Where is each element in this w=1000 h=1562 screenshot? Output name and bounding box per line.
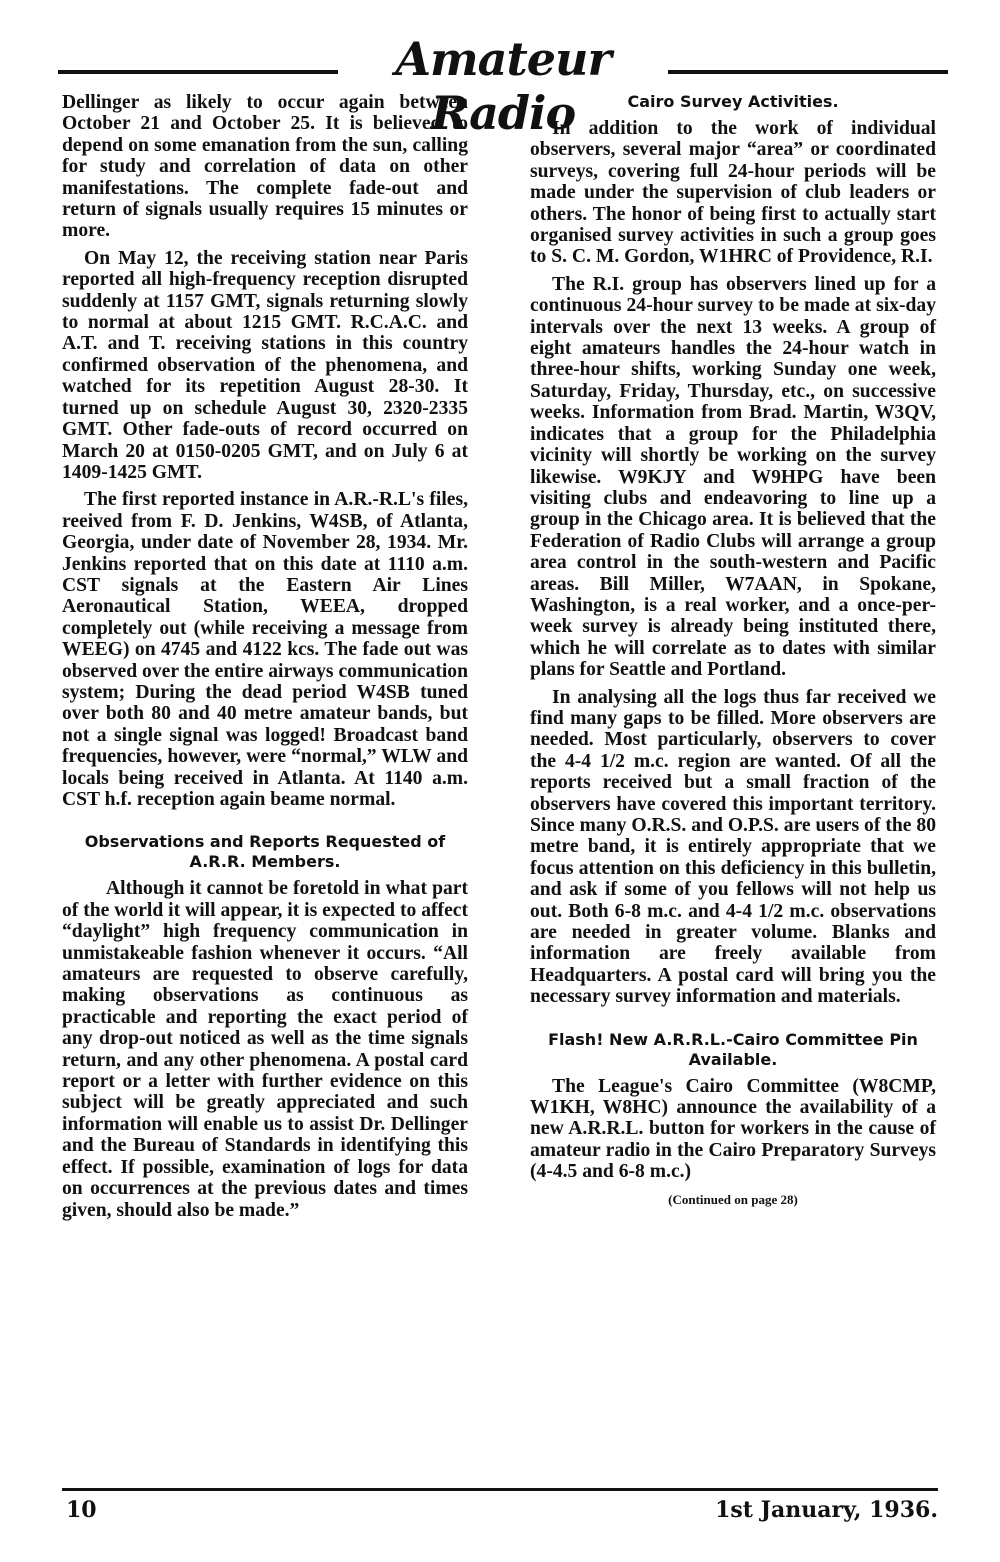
cairo-survey-heading: Cairo Survey Activities. <box>627 92 839 111</box>
right-paragraph-1: In addition to the work of individual observers, several major “area” or coordinated surveys, covering full 24-hour periods will be made under the supervision of club leaders or others. The honor of being first to actually start organised survey activities in such a group goes to S. C. M. Gordon, W1HRC of Providence, R.I. <box>530 118 936 268</box>
masthead-rule-left <box>58 70 338 74</box>
right-column <box>530 92 936 1210</box>
right-paragraph-4: The League's Cairo Committee (W8CMP, W1KH, W8HC) announce the availability of a new A.R.R.L. button for workers in the cause of amateur radio in the Cairo Preparatory Surveys (4-4.5 and 6-8 m.c.) <box>530 1075 936 1183</box>
left-paragraph-4: Although it cannot be foretold in what part of the world it will appear, it is expected to affect “daylight” high frequency communication in unmistakeable fashion whenever it occurs. “All amateurs are requested to observe carefully, making observations as continuous as practicable and reporting the exact period of any drop-out noticed as well as the time signals return, and any other phenomena. A postal card report or a letter with further evidence on this subject will be greatly appreciated and such information will enable us to assist Dr. Dellinger and the Bureau of Standards in identifying this effect. If possible, examination of logs for data on occurrences at the previous dates and times given, should also be made.” <box>62 878 468 1221</box>
masthead-rule-right <box>668 70 948 74</box>
masthead-title: Amateur Radio <box>395 32 611 140</box>
left-column <box>62 92 468 1227</box>
footer-rule <box>62 1488 938 1491</box>
observations-heading: Observations and Reports Requested of A.R.R. Members. <box>84 832 446 872</box>
flash-heading: Flash! New A.R.R.L.-Cairo Committee Pin Available. <box>548 1029 918 1069</box>
left-paragraph-3: The first reported instance in A.R.-R.L's files, reeived from F. D. Jenkins, W4SB, of Atlanta, Georgia, under date of November 28, 1934. Mr. Jenkins reported that on this date at 1110 a.m. CST signals at the Eastern Air Lines Aeronautical Station, WEEA, dropped completely out (while receiving a message from WEEG) on 4745 and 4122 kcs. The fade out was observed over the entire airways communication system; During the dead period W4SB tuned over both 80 and 40 metre amateur bands, but not a single signal was logged! Broadcast band frequencies, however, were “normal,” WLW and locals being received in Atlanta. At 1140 a.m. CST h.f. reception again beame normal. <box>62 489 468 810</box>
continued-note: (Continued on page 28) <box>668 1191 798 1207</box>
page-number: 10 <box>66 1497 97 1523</box>
issue-date: 1st January, 1936. <box>715 1497 938 1523</box>
left-paragraph-2: On May 12, the receiving station near Paris reported all high-frequency reception disrupted suddenly at 1157 GMT, signals returning slowly to normal at about 1215 GMT. R.C.A.C. and A.T. and T. receiving stations in this country confirmed observation of the phenomena, and watched for its repetition August 28-30. It turned up on schedule August 30, 2320-2335 GMT. Other fade-outs of record occurred on March 20 at 0150-0205 GMT, and on July 6 at 1409-1425 GMT. <box>62 247 468 483</box>
right-paragraph-3: In analysing all the logs thus far received we find many gaps to be filled. More observers are needed. Most particularly, observers to cover the 4-4 1/2 m.c. region are wanted. Of all the reports received but a small fraction of the observers have covered this important territory. Since many O.R.S. and O.P.S. are users of the 80 metre band, it is entirely appropriate that we focus attention on this deficiency in this bulletin, and ask if some of you fellows will not help us out. Both 6-8 m.c. and 4-4 1/2 m.c. observations are needed in greater volume. Blanks and information are freely available from Headquarters. A postal card will bring you the necessary survey information and materials. <box>530 686 936 1008</box>
right-paragraph-2: The R.I. group has observers lined up for a continuous 24-hour survey to be made at six-day intervals over the next 13 weeks. A group of eight amateurs handles the 24-hour watch in three-hour shifts, working Sunday one week, Saturday, Friday, Thursday, etc., on successive weeks. Information from Brad. Martin, W3QV, indicates that a group for the Philadelphia vicinity will shortly be working on the survey likewise. W9KJY and W9HPG have been visiting clubs and endeavoring to line up a group in the Chicago area. It is believed that the Federation of Radio Clubs will arrange a group area control in the south-western and Pacific areas. Bill Miller, W7AAN, in Spokane, Washington, is a real worker, and a once-per-week survey is already being instituted there, which he will correlate as to dates with similar plans for Seattle and Portland. <box>530 273 936 681</box>
left-paragraph-1: Dellinger as likely to occur again between October 21 and October 25. It is believed to depend on some emanation from the sun, calling for study and correlation of data on other manifestations. The complete fade-out and return of signals usually requires 15 minutes or more. <box>62 92 468 242</box>
